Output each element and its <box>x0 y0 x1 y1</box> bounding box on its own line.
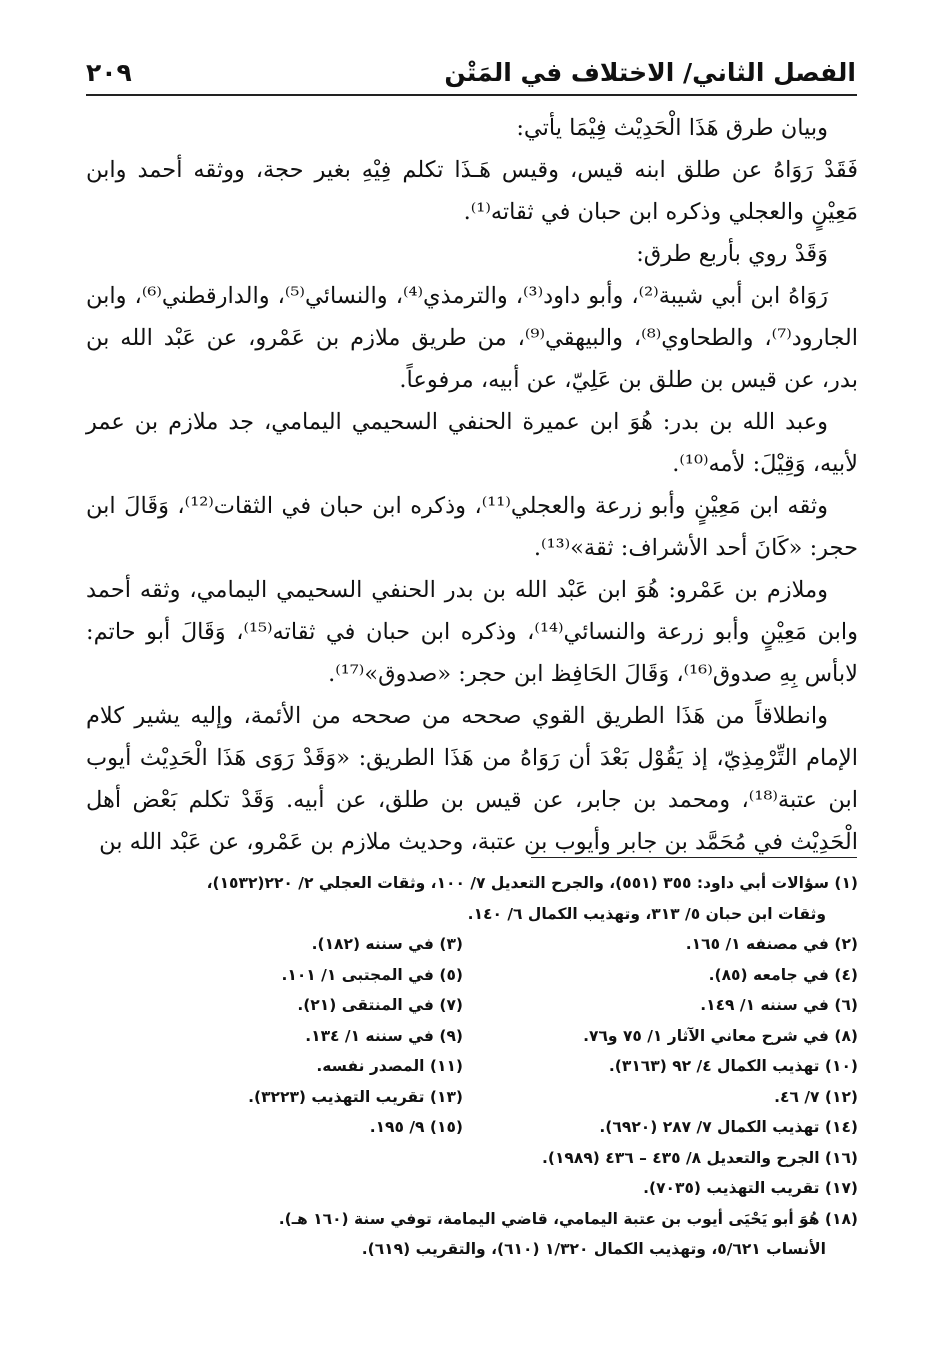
paragraph: وبيان طرق هَذَا الْحَدِيْث فِيْمَا يأتي: <box>516 115 828 141</box>
footnote-row <box>86 929 858 960</box>
footnote: (٤) في جامعه (٨٥). <box>708 965 858 984</box>
paragraph: وملازم بن عَمْرو: هُوَ ابن عَبْد الله بن بدر الحنفي السحيمي اليمامي، وثقه أحمد وابن مَعِيْنٍ وأبو زرعة والنسائي⁽¹⁴⁾، وذكره ابن حبان في ثقاته⁽¹⁵⁾، وَقَالَ أبو حاتم: لابأس بِهِ صدوق⁽¹⁶⁾، وَقَالَ الحَافِظ ابن حجر: «صدوق»⁽¹⁷⁾. <box>86 577 858 687</box>
paragraph: وانطلاقاً من هَذَا الطريق القوي صححه من صححه من الأئمة، وإليه يشير كلام الإمام التِّرْمِذِيّ، إذ يَقُوْل بَعْدَ أن رَوَاهُ من هَذَا الطريق: «وَقَدْ رَوَى هَذَا الْحَدِيْث أيوب ابن عتبة⁽¹⁸⁾، ومحمد بن جابر، عن قيس بن طلق، عن أبيه. وَقَدْ تكلم بَعْض أهل الْحَدِيْث في مُحَمَّد بن جابر وأيوب بن عتبة، وحديث ملازم بن عَمْرو، عن عَبْد الله بن <box>86 703 859 855</box>
footnote-row <box>86 990 858 1021</box>
footnote: (١٦) الجرح والتعديل ٨/ ٤٣٥ – ٤٣٦ (١٩٨٩). <box>541 1148 858 1167</box>
footnote: (١٤) تهذيب الكمال ٧/ ٢٨٧ (٦٩٢٠). <box>599 1118 858 1136</box>
paragraph: رَوَاهُ ابن أبي شيبة⁽²⁾، وأبو داود⁽³⁾، والترمذي⁽⁴⁾، والنسائي⁽⁵⁾، والدارقطني⁽⁶⁾، وابن الجارود⁽⁷⁾، والطحاوي⁽⁸⁾، والبيهقي⁽⁹⁾، من طريق ملازم بن عَمْرو، عن عَبْد الله بن بدر، عن قيس بن طلق بن عَلِيّ، عن أبيه، مرفوعاً. <box>86 283 858 393</box>
footnote: (٥) في المجتبى ١/ ١٠١. <box>281 965 463 984</box>
footnote: (٣) في سننه (١٨٢). <box>311 935 463 953</box>
footnote-row <box>86 1021 858 1052</box>
paragraph: وثقه ابن مَعِيْنٍ وأبو زرعة والعجلي⁽¹¹⁾، وذكره ابن حبان في الثقات⁽¹²⁾، وَقَالَ ابن حجر: «كَانَ أحد الأشراف: ثقة»⁽¹³⁾. <box>86 493 858 561</box>
paragraph: وعبد الله بن بدر: هُوَ ابن عميرة الحنفي السحيمي اليمامي، جد ملازم بن عمر لأبيه، وَقِيْلَ: لأمه⁽¹⁰⁾. <box>86 409 858 477</box>
footnote: (٨) في شرح معاني الآثار ١/ ٧٥ و٧٦. <box>583 1026 858 1045</box>
footnote: (١٣) تقريب التهذيب (٣٢٢٣). <box>248 1087 463 1106</box>
footnote-continuation: وثقات ابن حبان ٥/ ٣١٣، وتهذيب الكمال ٦/ ١٤٠. <box>467 904 826 923</box>
footnote-row <box>86 1082 858 1113</box>
footnote: (١٢) ٧/ ٤٦. <box>774 1087 858 1106</box>
footnote: (١٥) ٩/ ١٩٥. <box>369 1118 463 1136</box>
footnote: (٦) في سننه ١/ ١٤٩. <box>700 996 858 1014</box>
paragraph: فَقَدْ رَوَاهُ عن طلق ابنه قيس، وقيس هَـذَا تكلم فِيْهِ بغير حجة، ووثقه أحمد وابن مَعِيْنٍ والعجلي وذكره ابن حبان في ثقاته⁽¹⁾. <box>86 157 858 225</box>
page-number: ٢٠٩ <box>86 58 132 87</box>
footnote-row <box>86 1051 858 1082</box>
footnote-separator <box>531 857 857 858</box>
header-divider <box>86 94 857 96</box>
footnote: (٧) في المنتقى (٢١). <box>297 996 463 1014</box>
footnote: (٢) في مصنفه ١/ ١٦٥. <box>685 935 858 953</box>
paragraph: وَقَدْ روي بأربع طرق: <box>636 241 828 267</box>
chapter-title: الفصل الثاني/ الاختلاف في المَتْن <box>444 58 856 87</box>
footnote: (١٧) تقريب التهذيب (٧٠٣٥). <box>643 1179 858 1197</box>
footnote-row <box>86 1112 858 1143</box>
main-text <box>86 107 858 863</box>
footnote-row <box>86 960 858 991</box>
footnote: (٩) في سننه ١/ ١٣٤. <box>305 1026 463 1045</box>
footnote-continuation: الأنساب ٥/٦٢١، وتهذيب الكمال ١/٣٢٠ (٦١٠)، والتقريب (٦١٩). <box>361 1240 826 1258</box>
footnote: (١٨) هُوَ أبو يَحْيَى أيوب بن عتبة اليمامي، قاضي اليمامة، توفي سنة (١٦٠ هـ). <box>278 1209 858 1228</box>
running-header <box>86 52 856 92</box>
footnotes <box>86 868 858 1265</box>
footnote: (١٠) تهذيب الكمال ٤/ ٩٢ (٣١٦٣). <box>608 1057 858 1075</box>
footnote: (١١) المصدر نفسه. <box>316 1057 463 1075</box>
footnote: (١) سؤالات أبي داود: ٣٥٥ (٥٥١)، والجرح التعديل ٧/ ١٠٠، وثقات العجلي ٢/ ٢٢٠(١٥٣٢)، <box>206 874 858 892</box>
